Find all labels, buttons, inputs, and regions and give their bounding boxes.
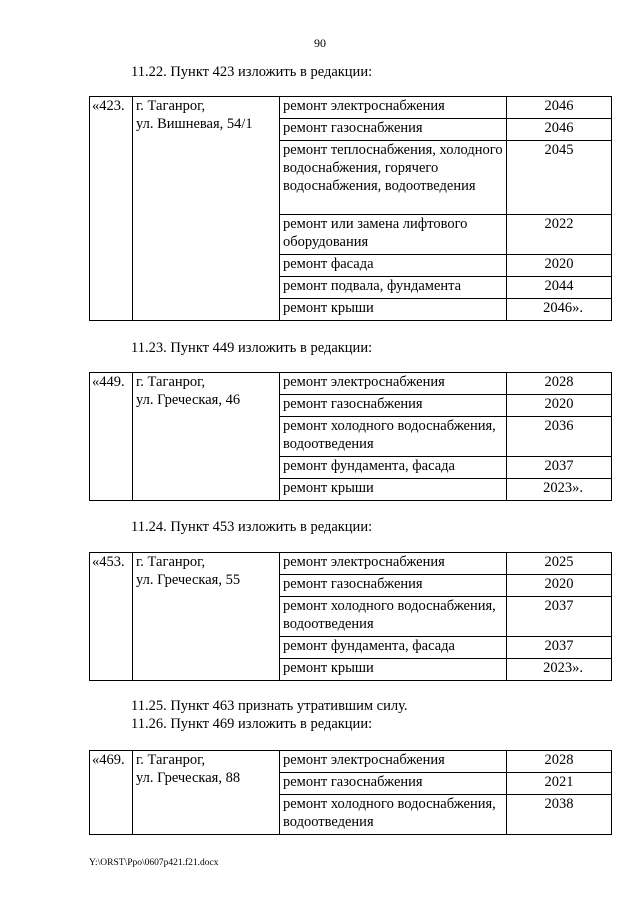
table-item-423: [89, 96, 612, 321]
year-cell: 2028: [507, 373, 612, 395]
year-cell: 2044: [507, 277, 612, 299]
year-cell: 2020: [507, 575, 612, 597]
work-cell: ремонт газоснабжения: [280, 395, 507, 417]
year-cell: 2037: [507, 457, 612, 479]
file-path-footer: Y:\ORST\Ppo\0607p421.f21.docx: [89, 858, 219, 868]
year-cell: 2037: [507, 637, 612, 659]
year-cell: 2025: [507, 553, 612, 575]
table-item-453: [89, 552, 612, 681]
work-cell: ремонт фасада: [280, 255, 507, 277]
work-cell: ремонт газоснабжения: [280, 575, 507, 597]
item-number: «469.: [90, 751, 133, 835]
work-cell: ремонт электроснабжения: [280, 97, 507, 119]
year-cell: 2023».: [507, 479, 612, 501]
year-cell: 2022: [507, 215, 612, 255]
address-city: г. Таганрог,: [136, 374, 206, 390]
work-cell: ремонт или замена лифтового оборудования: [280, 215, 507, 255]
work-cell: ремонт холодного водоснабжения, водоотведения: [280, 795, 507, 835]
year-cell: 2023».: [507, 659, 612, 681]
work-cell: ремонт теплоснабжения, холодного водоснабжения, горячего водоснабжения, водоотведения: [280, 141, 507, 215]
year-cell: 2020: [507, 255, 612, 277]
work-cell: ремонт холодного водоснабжения, водоотведения: [280, 417, 507, 457]
paragraph-11-24: 11.24. Пункт 453 изложить в редакции:: [131, 519, 373, 535]
work-cell: ремонт крыши: [280, 659, 507, 681]
address-street: ул. Вишневая, 54/1: [136, 116, 253, 132]
address-street: ул. Греческая, 55: [136, 572, 241, 588]
paragraph-11-25: 11.25. Пункт 463 признать утратившим силу.: [131, 698, 408, 714]
work-cell: ремонт подвала, фундамента: [280, 277, 507, 299]
table-item-469: [89, 750, 612, 835]
item-number: «423.: [90, 97, 133, 321]
address-street: ул. Греческая, 88: [136, 770, 241, 786]
item-number: «449.: [90, 373, 133, 501]
table-item-449: [89, 372, 612, 501]
item-address: [133, 373, 280, 501]
item-address: [133, 553, 280, 681]
item-number: «453.: [90, 553, 133, 681]
work-cell: ремонт электроснабжения: [280, 373, 507, 395]
work-cell: ремонт электроснабжения: [280, 553, 507, 575]
item-address: [133, 97, 280, 321]
year-cell: 2046».: [507, 299, 612, 321]
work-cell: ремонт холодного водоснабжения, водоотведения: [280, 597, 507, 637]
year-cell: 2046: [507, 119, 612, 141]
address-city: г. Таганрог,: [136, 554, 206, 570]
work-cell: ремонт фундамента, фасада: [280, 637, 507, 659]
address-city: г. Таганрог,: [136, 752, 206, 768]
year-cell: 2036: [507, 417, 612, 457]
work-cell: ремонт фундамента, фасада: [280, 457, 507, 479]
year-cell: 2046: [507, 97, 612, 119]
work-cell: ремонт крыши: [280, 479, 507, 501]
year-cell: 2038: [507, 795, 612, 835]
work-cell: ремонт электроснабжения: [280, 751, 507, 773]
work-cell: ремонт газоснабжения: [280, 119, 507, 141]
work-cell: ремонт крыши: [280, 299, 507, 321]
paragraph-11-22: 11.22. Пункт 423 изложить в редакции:: [131, 64, 373, 80]
item-address: [133, 751, 280, 835]
paragraph-11-26: 11.26. Пункт 469 изложить в редакции:: [131, 716, 373, 732]
year-cell: 2037: [507, 597, 612, 637]
address-city: г. Таганрог,: [136, 98, 206, 114]
page-number: 90: [314, 36, 326, 50]
year-cell: 2028: [507, 751, 612, 773]
year-cell: 2020: [507, 395, 612, 417]
work-cell: ремонт газоснабжения: [280, 773, 507, 795]
address-street: ул. Греческая, 46: [136, 392, 241, 408]
paragraph-11-23: 11.23. Пункт 449 изложить в редакции:: [131, 340, 373, 356]
year-cell: 2021: [507, 773, 612, 795]
year-cell: 2045: [507, 141, 612, 215]
